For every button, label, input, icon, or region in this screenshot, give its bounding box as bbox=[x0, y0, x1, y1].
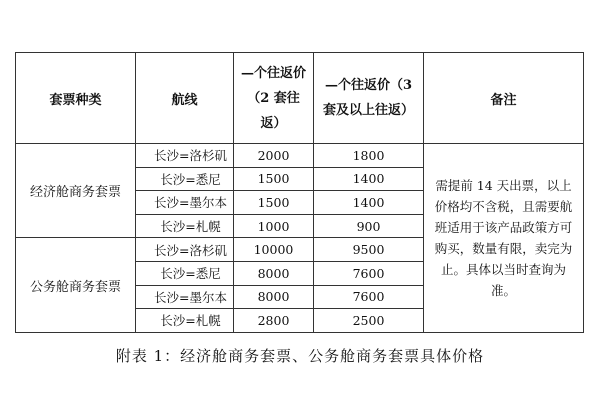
header-route: 航线 bbox=[136, 53, 234, 144]
header-price-three-sets bbox=[314, 53, 424, 144]
price-three-cell: 1400 bbox=[314, 167, 424, 191]
table-caption: 附表 1：经济舱商务套票、公务舱商务套票具体价格 bbox=[115, 347, 485, 365]
table-row bbox=[16, 144, 584, 168]
price-three-cell: 1800 bbox=[314, 144, 424, 168]
header-category: 套票种类 bbox=[16, 53, 136, 144]
price-two-cell: 8000 bbox=[234, 285, 314, 309]
price-two-cell: 2000 bbox=[234, 144, 314, 168]
route-cell: 长沙=洛杉矶 bbox=[136, 144, 234, 168]
price-three-cell: 900 bbox=[314, 214, 424, 238]
route-cell: 长沙=悉尼 bbox=[136, 167, 234, 191]
price-three-cell: 2500 bbox=[314, 309, 424, 333]
price-three-cell: 7600 bbox=[314, 261, 424, 285]
price-two-cell: 2800 bbox=[234, 309, 314, 333]
price-table bbox=[15, 52, 584, 333]
route-cell: 长沙=墨尔本 bbox=[136, 191, 234, 215]
price-two-cell: 1500 bbox=[234, 191, 314, 215]
header-price-three-line-2: 套及以上往返） bbox=[322, 103, 414, 118]
route-cell: 长沙=札幌 bbox=[136, 309, 234, 333]
category-business: 公务舱商务套票 bbox=[16, 238, 136, 332]
price-three-cell: 7600 bbox=[314, 285, 424, 309]
header-price-two-line-1: —个往返价 bbox=[240, 65, 306, 81]
price-two-cell: 1500 bbox=[234, 167, 314, 191]
table-header-row bbox=[16, 53, 584, 144]
header-note: 备注 bbox=[424, 53, 584, 144]
route-cell: 长沙=札幌 bbox=[136, 214, 234, 238]
header-price-two-line-2: （2 套往 bbox=[247, 90, 300, 106]
price-two-cell: 8000 bbox=[234, 261, 314, 285]
price-two-cell: 10000 bbox=[234, 238, 314, 262]
route-cell: 长沙=悉尼 bbox=[136, 261, 234, 285]
note-cell: 需提前 14 天出票，以上价格均不含税，且需要航班适用于该产品政策方可购买，数量有限，卖完为止。具体以当时查询为准。 bbox=[424, 144, 584, 333]
price-three-cell: 1400 bbox=[314, 191, 424, 215]
price-two-cell: 1000 bbox=[234, 214, 314, 238]
header-price-two-sets bbox=[234, 53, 314, 144]
route-cell: 长沙=洛杉矶 bbox=[136, 238, 234, 262]
header-price-two-line-3: 返） bbox=[260, 115, 287, 131]
price-three-cell: 9500 bbox=[314, 238, 424, 262]
header-price-three-line-1: —个往返价（3 bbox=[324, 78, 413, 93]
route-cell: 长沙=墨尔本 bbox=[136, 285, 234, 309]
category-economy: 经济舱商务套票 bbox=[16, 144, 136, 238]
